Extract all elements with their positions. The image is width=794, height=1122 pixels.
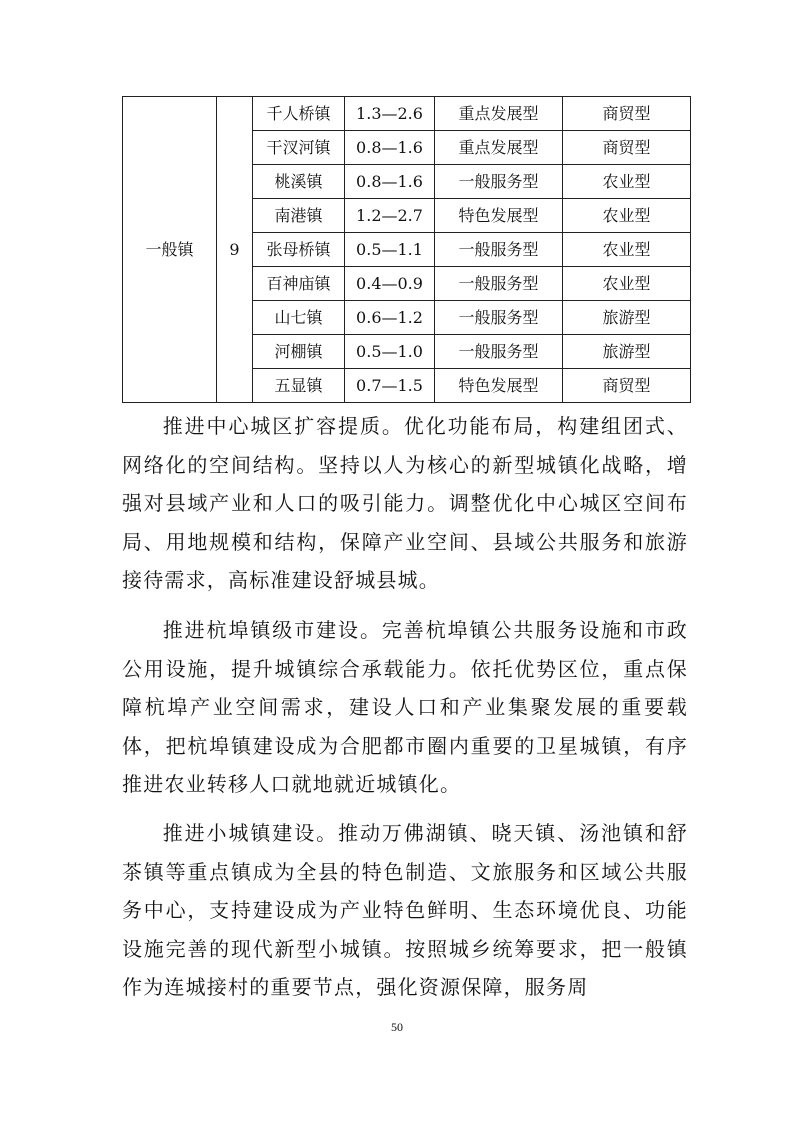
- function-type-cell: 农业型: [563, 165, 691, 199]
- town-name-cell: 河棚镇: [253, 335, 345, 369]
- function-type-cell: 旅游型: [563, 301, 691, 335]
- population-range-cell: 0.8—1.6: [345, 131, 435, 165]
- development-type-cell: 重点发展型: [435, 131, 563, 165]
- population-range-cell: 0.8—1.6: [345, 165, 435, 199]
- town-category-cell: 一般镇: [123, 97, 217, 403]
- development-type-cell: 一般服务型: [435, 267, 563, 301]
- town-table: [122, 96, 691, 403]
- development-type-cell: 一般服务型: [435, 233, 563, 267]
- population-range-cell: 1.3—2.6: [345, 97, 435, 131]
- town-name-cell: 千人桥镇: [253, 97, 345, 131]
- town-table-body: [123, 97, 691, 403]
- town-name-cell: 桃溪镇: [253, 165, 345, 199]
- function-type-cell: 农业型: [563, 233, 691, 267]
- function-type-cell: 商贸型: [563, 97, 691, 131]
- table-row: [123, 97, 691, 131]
- page-number: 50: [391, 1020, 403, 1034]
- paragraph-body: 推动万佛湖镇、晓天镇、汤池镇和舒茶镇等重点镇成为全县的特色制造、文旅服务和区域公共服务中心，支持建设成为产业特色鲜明、生态环境优良、功能设施完善的现代新型小城镇。按照城乡统筹要求，把一般镇作为连城接村的重要节点，强化资源保障，服务周: [122, 821, 688, 999]
- town-name-cell: 五显镇: [253, 369, 345, 403]
- population-range-cell: 1.2—2.7: [345, 199, 435, 233]
- town-name-cell: 山七镇: [253, 301, 345, 335]
- town-name-cell: 张母桥镇: [253, 233, 345, 267]
- paragraph-hangbu: [122, 611, 688, 804]
- development-type-cell: 特色发展型: [435, 369, 563, 403]
- function-type-cell: 农业型: [563, 267, 691, 301]
- town-count-cell: 9: [217, 97, 253, 403]
- function-type-cell: 商贸型: [563, 369, 691, 403]
- population-range-cell: 0.5—1.0: [345, 335, 435, 369]
- function-type-cell: 旅游型: [563, 335, 691, 369]
- paragraph-central-urban: [122, 407, 688, 600]
- paragraph-small-towns: [122, 814, 688, 1007]
- paragraph-body: 完善杭埠镇公共服务设施和市政公用设施，提升城镇综合承载能力。依托优势区位，重点保障杭埠产业空间需求，建设人口和产业集聚发展的重要载体，把杭埠镇建设成为合肥都市圈内重要的卫星城镇，有序推进农业转移人口就地就近城镇化。: [122, 618, 689, 796]
- paragraph-body: 优化功能布局，构建组团式、网络化的空间结构。坚持以人为核心的新型城镇化战略，增强对县域产业和人口的吸引能力。调整优化中心城区空间布局、用地规模和结构，保障产业空间、县域公共服务和旅游接待需求，高标准建设舒城县城。: [122, 414, 688, 592]
- population-range-cell: 0.6—1.2: [345, 301, 435, 335]
- paragraph-lead: 推进中心城区扩容提质。: [162, 414, 404, 438]
- function-type-cell: 农业型: [563, 199, 691, 233]
- development-type-cell: 一般服务型: [435, 335, 563, 369]
- town-name-cell: 南港镇: [253, 199, 345, 233]
- function-type-cell: 商贸型: [563, 131, 691, 165]
- development-type-cell: 一般服务型: [435, 165, 563, 199]
- development-type-cell: 重点发展型: [435, 97, 563, 131]
- population-range-cell: 0.7—1.5: [345, 369, 435, 403]
- town-name-cell: 百神庙镇: [253, 267, 345, 301]
- population-range-cell: 0.4—0.9: [345, 267, 435, 301]
- paragraph-lead: 推进杭埠镇级市建设。: [162, 618, 382, 642]
- development-type-cell: 特色发展型: [435, 199, 563, 233]
- population-range-cell: 0.5—1.1: [345, 233, 435, 267]
- paragraph-lead: 推进小城镇建设。: [162, 821, 339, 845]
- town-name-cell: 干汊河镇: [253, 131, 345, 165]
- development-type-cell: 一般服务型: [435, 301, 563, 335]
